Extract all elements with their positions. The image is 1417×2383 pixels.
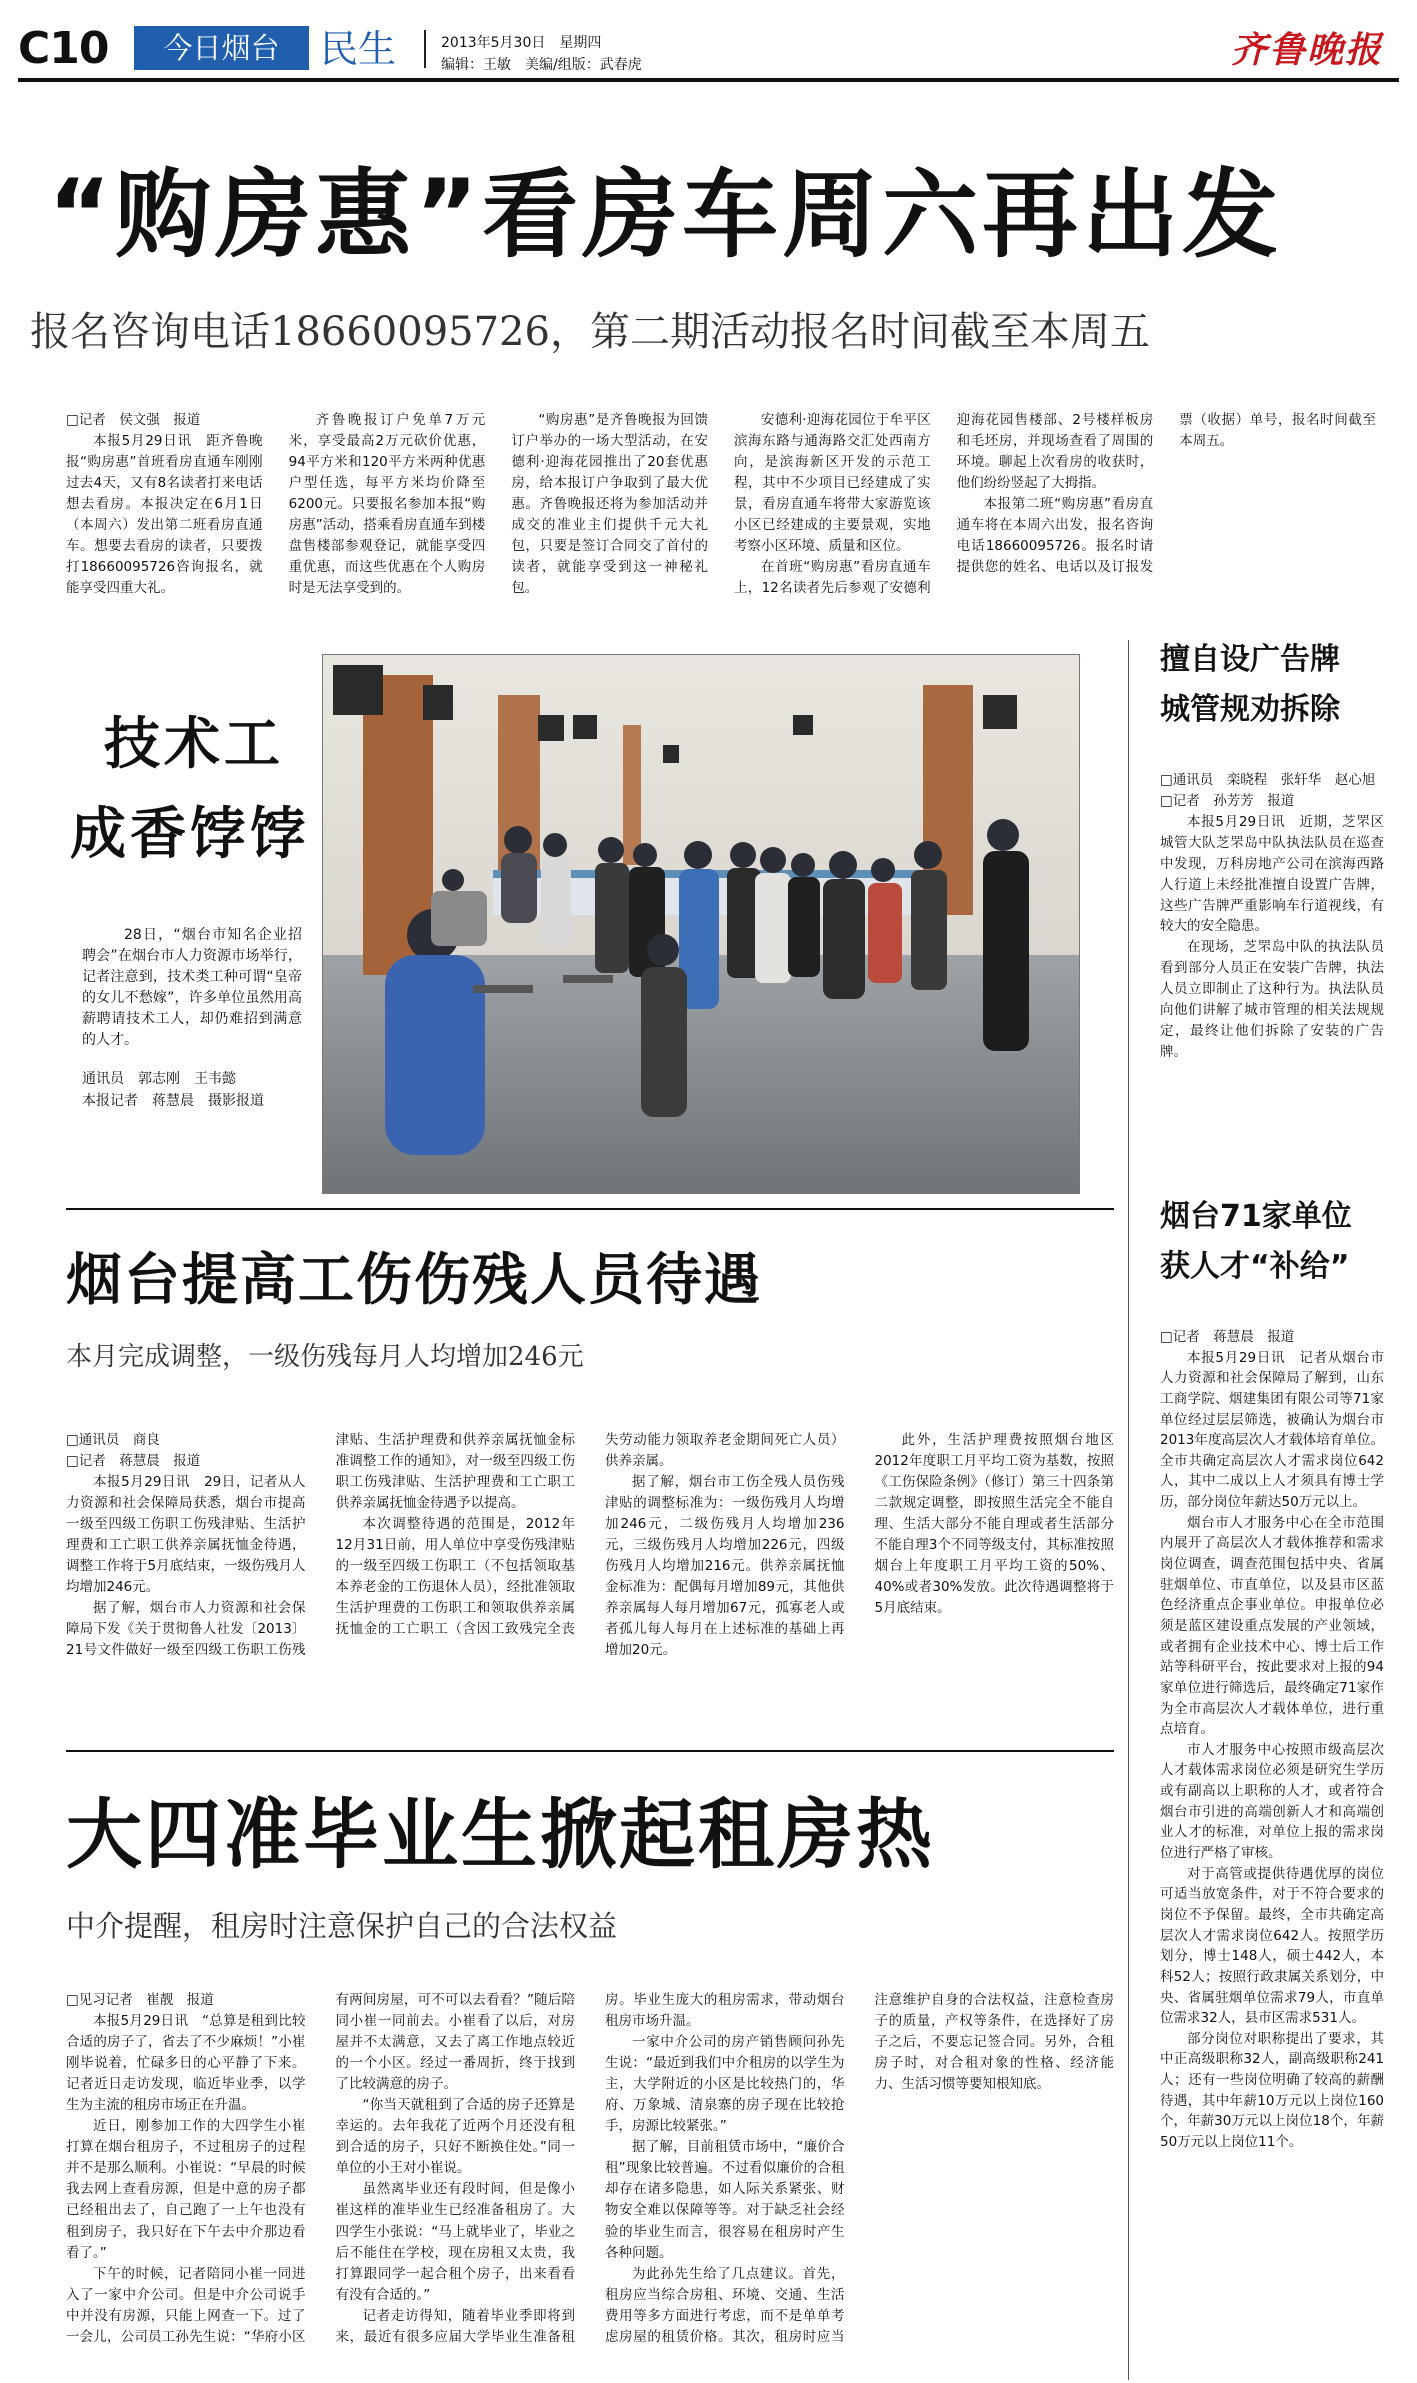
rental-paragraph: 据了解，目前租赁市场中，“廉价合租”现象比较普遍。不过看似廉价的合租却存在诸多隐患，如人际关系紧张、财物安全难以保障等等。对于缺乏社会经验的毕业生而言，很容易在租房时产生各种问题。 — [605, 2139, 845, 2261]
rental-paragraph: 虽然离毕业还有段时间，但是像小崔这样的准毕业生已经准备租房了。大四学生小张说：“马上就毕业了，毕业之后不能住在学校，现在房租又太贵，我打算跟同学一起合租个房子，出来看看有没有合适的。” — [335, 2181, 575, 2303]
injury-paragraph: 此外，生活护理费按照烟台地区2012年度职工月平均工资为基数，按照《工伤保险条例》（修订）第三十四条第二款规定调整，即按照生活完全不能自理、生活大部分不能自理或者生活部分不能自理3个不同等级支付，其标准按照烟台上年度职工月平均工资的50%、40%或者30%发放。此次待遇调整将于5月底结束。 — [874, 1432, 1114, 1617]
sidebar1-byline-2: □ 记者 孙芳芳 报道 — [1160, 791, 1384, 812]
rental-paragraph: 本报5月29日讯 “总算是租到比较合适的房子了，省去了不少麻烦！”小崔刚毕说着，忙碌多日的心平静了下来。记者近日走访发现，临近毕业季，以学生为主流的租房市场正在升温。 — [66, 2013, 306, 2114]
sidebar1-body — [1160, 770, 1384, 1063]
sidebar1-paragraph: 在现场，芝罘岛中队的执法队员看到部分人员正在安装广告牌，执法人员立即制止了这种行为。执法队员向他们讲解了城市管理的相关法规规定，最终让他们拆除了安装的广告牌。 — [1160, 939, 1384, 1060]
rental-paragraph: 一家中介公司的房产销售顾问孙先生说：“最近到我们中介租房的以学生为主，大学附近的小区是比较热门的，华府、万象城、清泉寨的房子现在比较抢手，房源比较紧张。” — [605, 2034, 845, 2135]
job-fair-photo-illustration — [323, 655, 1079, 1193]
photo-story-title-1: 技术工 — [104, 711, 284, 777]
lead-paragraph: 本报第二班“购房惠”看房直通车将在本周六出发，报名咨询电话18660095726。报名时请提供您的姓名、电话以及订报发票（收据）单号，报名时间截至本周五。 — [956, 412, 1376, 576]
injury-paragraph: 本次调整待遇的范围是，2012年12月31日前，用人单位中享受伤残津贴的一级至四级工伤职工（不包括领取基本养老金的工伤退休人员），经批准领取生活护理费的工伤职工和领取供养亲属抚恤金的工亡职工（含因工致残完全丧失劳动能力领取养老金期间死亡人员）供养亲属。 — [335, 1432, 845, 1638]
injury-headline: 烟台提高工伤伤残人员待遇 — [66, 1248, 762, 1313]
sidebar2-byline: □ 记者 蒋慧晨 报道 — [1160, 1327, 1384, 1348]
sidebar2-paragraph: 烟台市人才服务中心在全市范围内展开了高层次人才载体推荐和需求岗位调查，调查范围包括中央、省属驻烟单位、市直单位，以及县市区蓝色经济重点企事业单位。申报单位必须是蓝区建设重点发展的产业领域，或者拥有企业技术中心、博士后工作站等科研平台，按此要求对上报的94家单位进行筛选后，最终确定71家作为全市高层次人才载体单位，进行重点培育。 — [1160, 1514, 1384, 1738]
lead-paragraph: “购房惠”是齐鲁晚报为回馈订户举办的一场大型活动，在安德利·迎海花园推出了20套优惠房，给本报订户争取到了最大优惠。齐鲁晚报还将为参加活动并成交的准业主们提供千元大礼包，只要是签订合同交了首付的读者，就能享受到这一神秘礼包。 — [511, 412, 708, 597]
sidebar1-byline-1: □ 通讯员 栾晓程 张轩华 赵心旭 — [1160, 770, 1384, 791]
sidebar2-paragraph: 市人才服务中心按照市级高层次人才载体需求岗位必须是研究生学历或有副高以上职称的人才，或者符合烟台市引进的高端创新人才和高端创业人才的标准，对单位上报的需求岗位进行严格了审核。 — [1160, 1741, 1384, 1862]
lead-subhead: 报名咨询电话18660095726，第二期活动报名时间截至本周五 — [30, 309, 1150, 355]
photo-caption: 28日，“烟台市知名企业招聘会”在烟台市人力资源市场举行，记者注意到，技术类工种可谓“皇帝的女儿不愁嫁”，许多单位虽然用高薪聘请技术工人，却仍难招到满意的人才。 — [82, 927, 302, 1048]
injury-paragraph: 本报5月29日讯 29日，记者从人力资源和社会保障局获悉，烟台市提高一级至四级工伤职工伤残津贴、生活护理费和工亡职工供养亲属抚恤金待遇，调整工作将于5月底结束，一级伤残月人均增加246元。 — [66, 1474, 306, 1596]
lead-paragraph: 齐鲁晚报订户免单7万元米，享受最高2万元砍价优惠，94平方米和120平方米两种优惠户型任选，每平方米均价降至6200元。只要报名参加本报“购房惠”活动，搭乘看房直通车到楼盘售楼部参观登记，就能享受四重优惠，而这些优惠在个人购房时是无法享受到的。 — [288, 412, 486, 597]
lead-paragraph: 在首班“购房惠”看房直通车上，12名读者先后参观了安德利迎海花园售楼部、2号楼样板房和毛坯房，并现场查看了周围的环境。聊起上次看房的收获时，他们纷纷竖起了大拇指。 — [733, 412, 1154, 597]
rental-paragraph: 近日，刚参加工作的大四学生小崔打算在烟台租房子，不过租房子的过程并不是那么顺利。小崔说：“早晨的时候我去网上查看房源，但是中意的房子都已经租出去了，自己跑了一上午也没有租到房子，我只好在下午去中介那边看看了。” — [66, 2118, 306, 2261]
rental-subhead: 中介提醒，租房时注意保护自己的合法权益 — [66, 1909, 618, 1943]
photo-story-title-2: 成香饽饽 — [70, 801, 310, 867]
editor-credits: 编辑：王敏 美编/组版：武春虎 — [441, 57, 642, 73]
section-name: 民生 — [320, 27, 397, 71]
rental-paragraph: 为此孙先生给了几点建议。首先，租房应当综合房租、环境、交通、生活费用等多方面进行考虑，而不是单单考虑房屋的租赁价格。其次，租房时应当注意维护自身的合法权益，注意检查房子的质量，产权等条件，在选择好了房子之后，不要忘记签合同。另外，合租房子时，对合租对象的性格、经济能力、生活习惯等要知根知底。 — [605, 1992, 1114, 2345]
newspaper-logo: 齐鲁晚报 — [1230, 29, 1383, 71]
rental-paragraph: 下午的时候，记者陪同小崔一同进入了一家中介公司。但是中介公司说手中并没有房源，只能上网查一下。过了一会儿，公司员工孙先生说：“华府小区有两间房屋，可不可以去看看？”随后陪同小崔一同前去。小崔看了以后，对房屋并不太满意，又去了离工作地点较近的一个小区。经过一番周折，终于找到了比较满意的房子。 — [66, 1992, 575, 2345]
sidebar1-title-1: 擅自设广告牌 — [1160, 642, 1340, 677]
injury-paragraph: 据了解，烟台市人力资源和社会保障局下发《关于贯彻鲁人社发〔2013〕21号文件做好一级至四级工伤职工伤残津贴、生活护理费和供养亲属抚恤金标准调整工作的通知》，对一级至四级工伤职工伤残津贴、生活护理费和工亡职工供养亲属抚恤金待遇予以提高。 — [66, 1432, 575, 1659]
job-fair-photo — [322, 654, 1080, 1194]
lead-byline: □ 记者 侯文强 报道 — [66, 410, 263, 431]
sidebar2-paragraph: 本报5月29日讯 记者从烟台市人力资源和社会保障局了解到，山东工商学院、烟建集团有限公司等71家单位经过层层筛选，被确认为烟台市2013年度高层次人才载体培育单位。全市共确定高层次人才需求岗位642人，其中二成以上人才须具有博士学历，部分岗位年薪达50万元以上。 — [1160, 1349, 1384, 1511]
lead-paragraph: 安德利·迎海花园位于牟平区滨海东路与通海路交汇处西南方向，是滨海新区开发的示范工程，其中不少项目已经建成了实景，看房直通车将带大家游览该小区已经建成的主要景观，实地考察小区环境、质量和区位。 — [733, 412, 931, 555]
sidebar2-body — [1160, 1327, 1384, 2153]
lead-body — [66, 410, 1376, 610]
injury-byline-1: □ 通讯员 商良 — [66, 1430, 306, 1451]
injury-subhead: 本月完成调整，一级伤残每月人均增加246元 — [66, 1342, 584, 1372]
sidebar2-paragraph: 对于高管或提供待遇优厚的岗位可适当放宽条件，对于不符合要求的岗位不予保留。最终，全市共确定高层次人才需求岗位642人。按照学历划分，博士148人，硕士442人，本科52人；按照行政隶属关系划分，中央、省属驻烟单位需求79人，市直单位需求32人，县市区需求531人。 — [1160, 1865, 1384, 2027]
rental-paragraph: “你当天就租到了合适的房子还算是幸运的。去年我花了近两个月还没有租到合适的房子，只好不断换住处。”同一单位的小王对小崔说。 — [335, 2097, 575, 2177]
rental-byline: □ 见习记者 崔靓 报道 — [66, 1990, 306, 2011]
section-tab-label: 今日烟台 — [163, 31, 280, 65]
sidebar1-paragraph: 本报5月29日讯 近期，芝罘区城管大队芝罘岛中队执法队员在巡查中发现，万科房地产公司在滨海西路人行道上未经批准擅自设置广告牌，这些广告牌严重影响车行道视线，有较大的安全隐患。 — [1160, 813, 1384, 935]
sidebar2-paragraph: 部分岗位对职称提出了要求，其中正高级职称32人，副高级职称241人；还有一些岗位明确了较高的薪酬待遇，其中年薪10万元以上岗位160个，年薪30万元以上岗位18个，年薪50万元以上岗位11个。 — [1160, 2030, 1384, 2150]
injury-paragraph: 据了解，烟台市工伤全残人员伤残津贴的调整标准为：一级伤残月人均增加246元，二级伤残月人均增加236元，三级伤残月人均增加226元，四级伤残月人均增加216元。供养亲属抚恤金标准为：配偶每月增加89元，其他供养亲属每人每月增加67元，孤寡老人或者孤儿每人每月在上述标准的基础上再增加20元。 — [605, 1474, 845, 1659]
photo-credit-2: 本报记者 蒋慧晨 摄影报道 — [82, 1093, 264, 1109]
rental-body — [66, 1990, 1114, 2360]
issue-date: 2013年5月30日 星期四 — [441, 35, 602, 51]
rental-paragraph: 记者走访得知，随着毕业季即将到来，最近有很多应届大学毕业生准备租房。毕业生庞大的租房需求，带动烟台租房市场升温。 — [335, 1992, 845, 2345]
rental-headline: 大四准毕业生掀起租房热 — [66, 1790, 935, 1879]
injury-body — [66, 1430, 1114, 1670]
section-tab — [134, 26, 309, 70]
lead-headline: “购房惠”看房车周六再出发 — [48, 159, 1283, 271]
sidebar1-title-2: 城管规劝拆除 — [1160, 692, 1340, 727]
injury-byline-2: □ 记者 蒋慧晨 报道 — [66, 1451, 306, 1472]
sidebar2-title-1: 烟台71家单位 — [1160, 1199, 1352, 1234]
photo-credit-1: 通讯员 郭志刚 王韦懿 — [82, 1071, 236, 1087]
page-number: C10 — [18, 23, 109, 74]
sidebar2-title-2: 获人才“补给” — [1160, 1249, 1350, 1284]
lead-paragraph: 本报5月29日讯 距齐鲁晚报“购房惠”首班看房直通车刚刚过去4天，又有8名读者打来电话想去看房。本报决定在6月1日（本周六）发出第二班看房直通车。想要去看房的读者，只要拨打18660095726咨询报名，就能享受四重大礼。 — [66, 433, 263, 597]
